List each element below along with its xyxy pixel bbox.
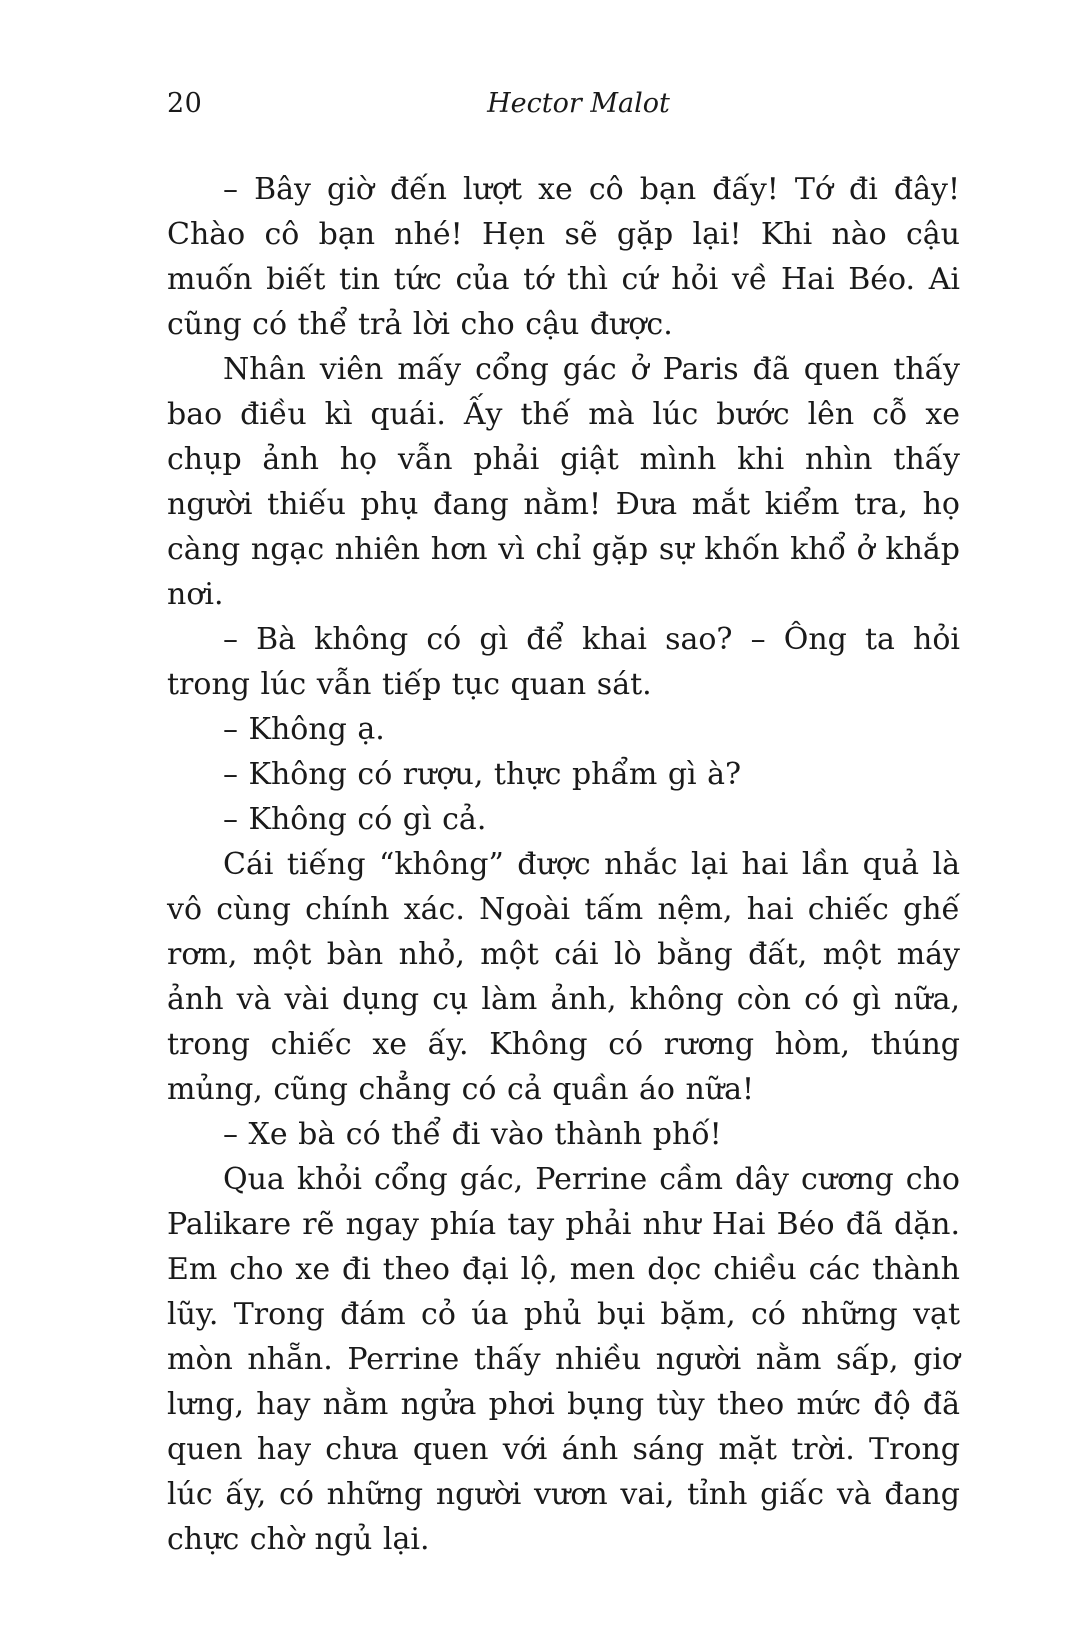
paragraph: Cái tiếng “không” được nhắc lại hai lần quả là vô cùng chính xác. Ngoài tấm nệm, hai chiếc ghế rơm, một bàn nhỏ, một cái lò bằng đất, một máy ảnh và vài dụng cụ làm ảnh, không còn có gì nữa, trong chiếc xe ấy. Không có rương hòm, thúng mủng, cũng chẳng có cả quần áo nữa! (167, 847, 960, 1107)
paragraph: – Xe bà có thể đi vào thành phố! (223, 1117, 722, 1152)
page-number: 20 (167, 88, 203, 119)
running-header (167, 88, 960, 128)
paragraph: – Bây giờ đến lượt xe cô bạn đấy! Tớ đi đây! Chào cô bạn nhé! Hẹn sẽ gặp lại! Khi nào cậu muốn biết tin tức của tớ thì cứ hỏi về Hai Béo. Ai cũng có thể trả lời cho cậu được. (167, 172, 960, 342)
paragraph: Nhân viên mấy cổng gác ở Paris đã quen thấy bao điều kì quái. Ấy thế mà lúc bước lên cỗ xe chụp ảnh họ vẫn phải giật mình khi nhìn thấy người thiếu phụ đang nằm! Đưa mắt kiểm tra, họ càng ngạc nhiên hơn vì chỉ gặp sự khốn khổ ở khắp nơi. (167, 352, 960, 612)
paragraph: – Không có gì cả. (223, 802, 487, 837)
paragraph: – Không ạ. (223, 712, 385, 747)
paragraph: – Không có rượu, thực phẩm gì à? (223, 757, 742, 792)
paragraph: – Bà không có gì để khai sao? – Ông ta hỏi trong lúc vẫn tiếp tục quan sát. (167, 622, 960, 702)
running-header-author: Hector Malot (487, 88, 670, 119)
paragraph: Qua khỏi cổng gác, Perrine cầm dây cương cho Palikare rẽ ngay phía tay phải như Hai Béo đã dặn. Em cho xe đi theo đại lộ, men dọc chiều các thành lũy. Trong đám cỏ úa phủ bụi bặm, có những vạt mòn nhẵn. Perrine thấy nhiều người nằm sấp, giơ lưng, hay nằm ngửa phơi bụng tùy theo mức độ đã quen hay chưa quen với ánh sáng mặt trời. Trong lúc ấy, có những người vươn vai, tỉnh giấc và đang chực chờ ngủ lại. (167, 1162, 960, 1557)
body-text (167, 167, 960, 1562)
